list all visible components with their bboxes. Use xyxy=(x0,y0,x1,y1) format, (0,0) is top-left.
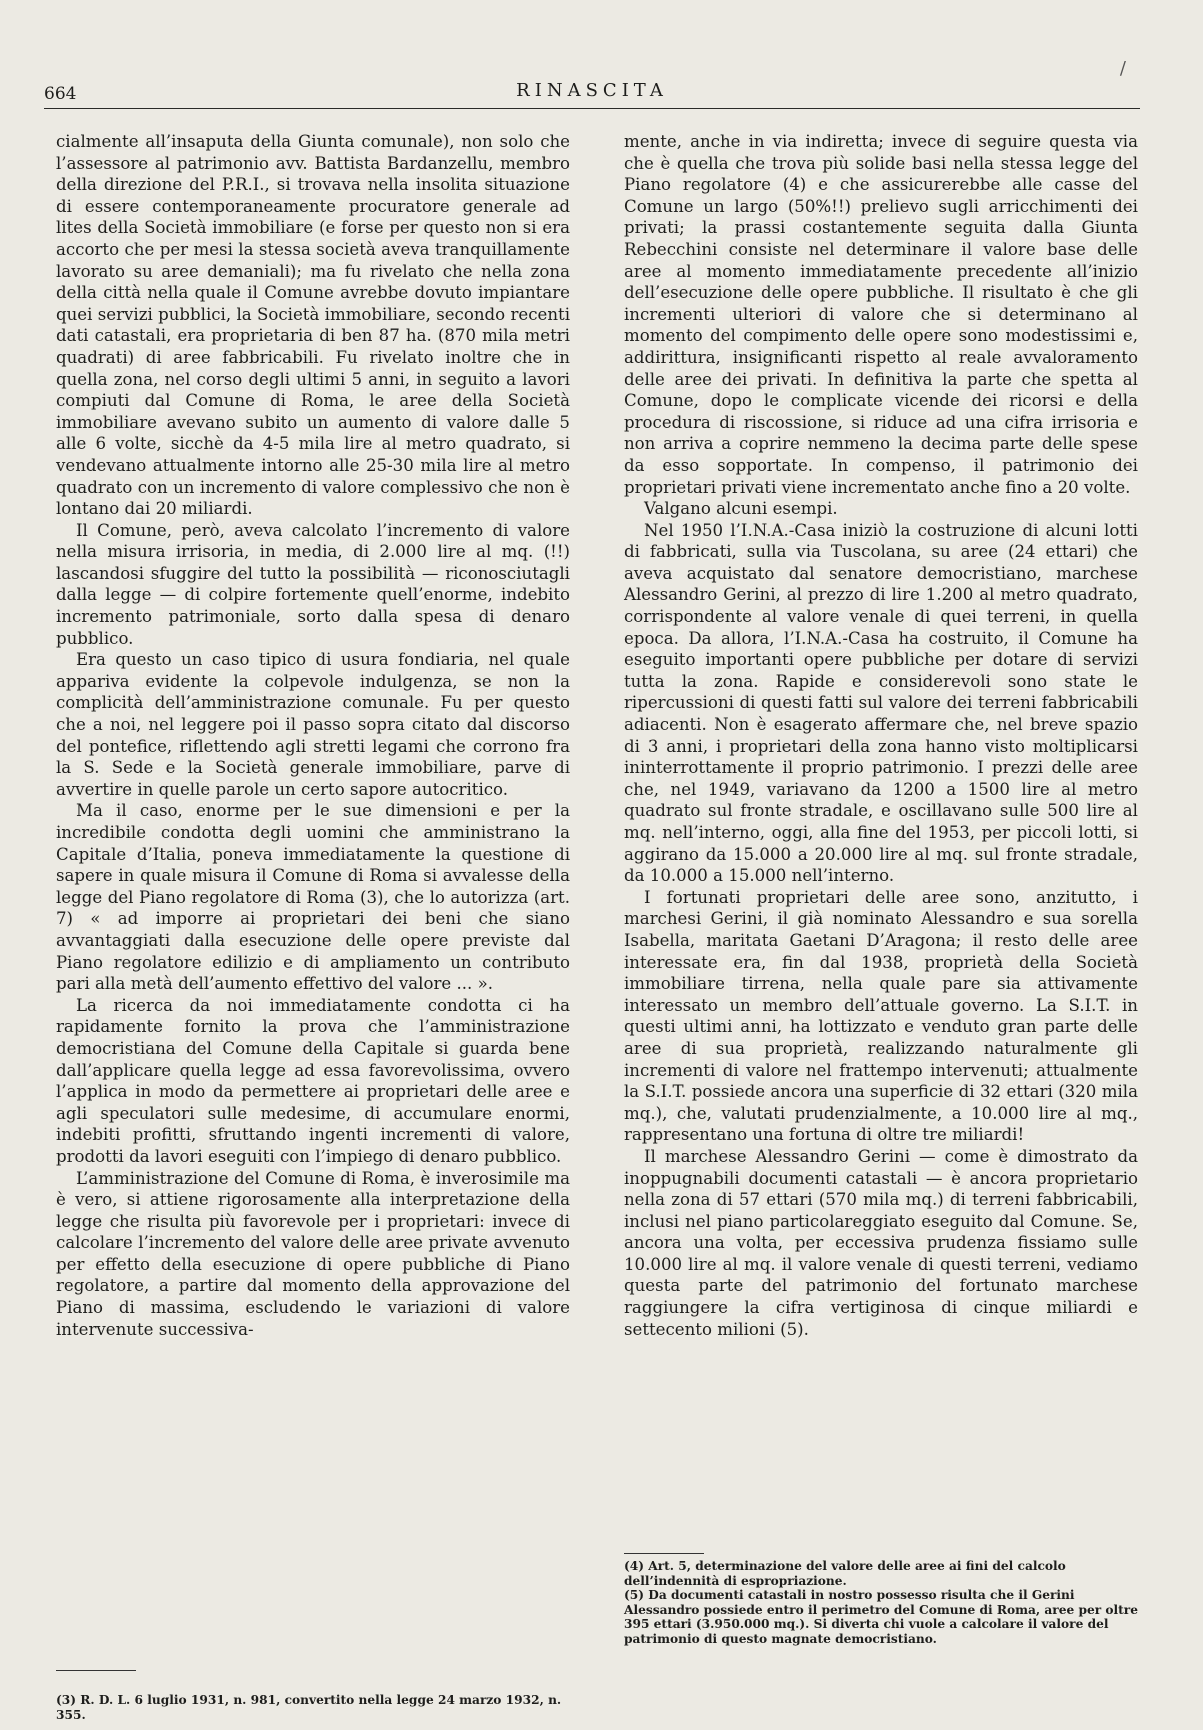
journal-title: RINASCITA xyxy=(516,80,668,101)
footnotes-right xyxy=(624,1553,1138,1647)
paragraph: Ma il caso, enorme per le sue dimensioni e per la incredibile condotta degli uomini che amministrano la Capitale d’Italia, poneva immediatamente la questione di sapere in quale misura il Comune di Roma si avvalesse della legge del Piano regolatore di Roma (3), che lo autorizza (art. 7) « ad imporre ai proprietari dei beni che siano avvantaggiati dalla esecuzione delle opere previste dal Piano regolatore edilizio e di ampliamento un contributo pari alla metà dell’aumento effettivo del valore ... ». xyxy=(56,801,570,994)
paragraph: La ricerca da noi immediatamente condotta ci ha rapidamente fornito la prova che l’amministrazione democristiana del Comune della Capitale si guarda bene dall’applicare quella legge ad essa favorevolissima, ovvero l’applica in modo da permettere ai proprietari delle aree e agli speculatori sulle medesime, di accumulare enormi, indebiti profitti, sfruttando ingenti incrementi di valore, prodotti da lavori eseguiti con l’impiego di denaro pubblico. xyxy=(56,995,570,1166)
margin-mark: / xyxy=(1119,58,1126,79)
paragraph: Il marchese Alessandro Gerini — come è dimostrato da inoppugnabili documenti catastali — è ancora proprietario nella zona di 57 ettari (570 mila mq.) di terreni fabbricabili, inclusi nel piano particolareggiato eseguito dal Comune. Se, ancora una volta, per eccessiva prudenza fissiamo sulle 10.000 lire al mq. il valore venale di questi terreni, vediamo questa parte del patrimonio del fortunato marchese raggiungere la cifra vertiginosa di cinque miliardi e settecento milioni (5). xyxy=(624,1146,1138,1339)
paragraph: Valgano alcuni esempi. xyxy=(644,499,838,519)
footnote: (5) Da documenti catastali in nostro possesso risulta che il Gerini Alessandro possiede entro il perimetro del Comune di Roma, aree per oltre 395 ettari (3.950.000 mq.). Si diverta chi vuole a calcolare il valore del patrimonio di questo magnate democristiano. xyxy=(624,1588,1138,1646)
paragraph: Nel 1950 l’I.N.A.-Casa iniziò la costruzione di alcuni lotti di fabbricati, sulla via Tuscolana, su aree (24 ettari) che aveva acquistato dal senatore democristiano, marchese Alessandro Gerini, al prezzo di lire 1.200 al metro quadrato, corrispondente al valore venale di quei terreni, in quella epoca. Da allora, l’I.N.A.-Casa ha costruito, il Comune ha eseguito importanti opere pubbliche per dotare di servizi tutta la zona. Rapide e considerevoli sono state le ripercussioni di questi fatti sul valore dei terreni fabbricabili adiacenti. Non è esagerato affermare che, nel breve spazio di 3 anni, i proprietari della zona hanno visto moltiplicarsi ininterrottamente il proprio patrimonio. I prezzi delle aree che, nel 1949, variavano da 1200 a 1500 lire al metro quadrato sul fronte stradale, e oscillavano sulle 500 lire al mq. nell’interno, oggi, alla fine del 1953, per piccoli lotti, si aggirano da 15.000 a 20.000 lire al mq. sul fronte stradale, da 10.000 a 15.000 nell’interno. xyxy=(624,520,1138,886)
paragraph: Era questo un caso tipico di usura fondiaria, nel quale appariva evidente la colpevole indulgenza, se non la complicità dell’amministrazione comunale. Fu per questo che a noi, nel leggere poi il passo sopra citato dal discorso del pontefice, riflettendo agli stretti legami che corrono fra la S. Sede e la Società generale immobiliare, parve di avvertire in quelle parole un certo sapore autocritico. xyxy=(56,650,570,799)
paragraph: I fortunati proprietari delle aree sono, anzitutto, i marchesi Gerini, il già nominato Alessandro e sua sorella Isabella, maritata Gaetani D’Aragona; il resto delle aree interessate era, fin dal 1938, proprietà della Società immobiliare tirrena, nella quale pare sia attivamente interessato un membro dell’attuale governo. La S.I.T. in questi ultimi anni, ha lottizzato e venduto gran parte delle aree di sua proprietà, realizzando naturalmente gli incrementi di valore nel frattempo intervenuti; attualmente la S.I.T. possiede ancora una superficie di 32 ettari (320 mila mq.), che, valutati prudenzialmente, a 10.000 lire al mq., rappresentano una fortuna di oltre tre miliardi! xyxy=(624,887,1138,1145)
paragraph: mente, anche in via indiretta; invece di seguire questa via che è quella che trova più solide basi nella stessa legge del Piano regolatore (4) e che assicurerebbe alle casse del Comune un largo (50%!!) prelievo sugli arricchimenti dei privati; la prassi costantemente seguita dalla Giunta Rebecchini consiste nel determinare il valore base delle aree al momento immediatamente precedente all’inizio dell’esecuzione delle opere pubbliche. Il risultato è che gli incrementi ulteriori di valore che si determinano al momento del compimento delle opere sono modestissimi e, addirittura, insignificanti rispetto al reale avvaloramento delle aree dei privati. In definitiva la parte che spetta al Comune, dopo le complicate vicende dei ricorsi e della procedura di riscossione, si riduce ad una cifra irrisoria e non arriva a coprire nemmeno la decima parte delle spese da esso sopportate. In compenso, il patrimonio dei proprietari privati viene incrementato anche fino a 20 volte. xyxy=(624,132,1138,497)
left-column xyxy=(56,131,570,1340)
footnote: (4) Art. 5, determinazione del valore delle aree ai fini del calcolo dell’indennità di espropriazione. xyxy=(624,1559,1066,1588)
footnote-rule xyxy=(624,1553,704,1554)
page-header xyxy=(44,58,1140,109)
footnote: (3) R. D. L. 6 luglio 1931, n. 981, convertito nella legge 24 marzo 1932, n. 355. xyxy=(56,1693,562,1722)
paragraph: cialmente all’insaputa della Giunta comunale), non solo che l’assessore al patrimonio avv. Battista Bardanzellu, membro della direzione del P.R.I., si trovava nella insolita situazione di essere contemporaneamente procuratore generale ad lites della Società immobiliare (e forse per questo non si era accorto che per mesi la stessa società aveva tranquillamente lavorato su aree demaniali); ma fu rivelato che nella zona della città nella quale il Comune avrebbe dovuto impiantare quei servizi pubblici, la Società immobiliare, secondo recenti dati catastali, era proprietaria di ben 87 ha. (870 mila metri quadrati) di aree fabbricabili. Fu rivelato inoltre che in quella zona, nel corso degli ultimi 5 anni, in seguito a lavori compiuti dal Comune di Roma, le aree della Società immobiliare avevano subito un aumento di valore dalle 5 alle 6 volte, sicchè da 4-5 mila lire al metro quadrato, si vendevano attualmente intorno alle 25-30 mila lire al metro quadrato con un incremento di valore complessivo che non è lontano dai 20 miliardi. xyxy=(56,132,570,519)
right-column xyxy=(624,131,1138,1340)
paragraph: L’amministrazione del Comune di Roma, è inverosimile ma è vero, si attiene rigorosamente alla interpretazione della legge che risulta più favorevole per i proprietari: invece di calcolare l’incremento del valore delle aree private avvenuto per effetto della esecuzione di opere pubbliche di Piano regolatore, a partire dal momento della approvazione del Piano di massima, escludendo le variazioni di valore intervenute successiva- xyxy=(56,1168,570,1339)
page-number: 664 xyxy=(44,84,77,104)
paragraph: Il Comune, però, aveva calcolato l’incremento di valore nella misura irrisoria, in media, di 2.000 lire al mq. (!!) lascandosi sfuggire del tutto la possibilità — riconosciutagli dalla legge — di colpire fortemente quell’enorme, indebito incremento patrimoniale, sorto dalla spesa di denaro pubblico. xyxy=(56,520,570,648)
footnotes-left xyxy=(56,1670,570,1722)
footnote-rule xyxy=(56,1670,136,1671)
